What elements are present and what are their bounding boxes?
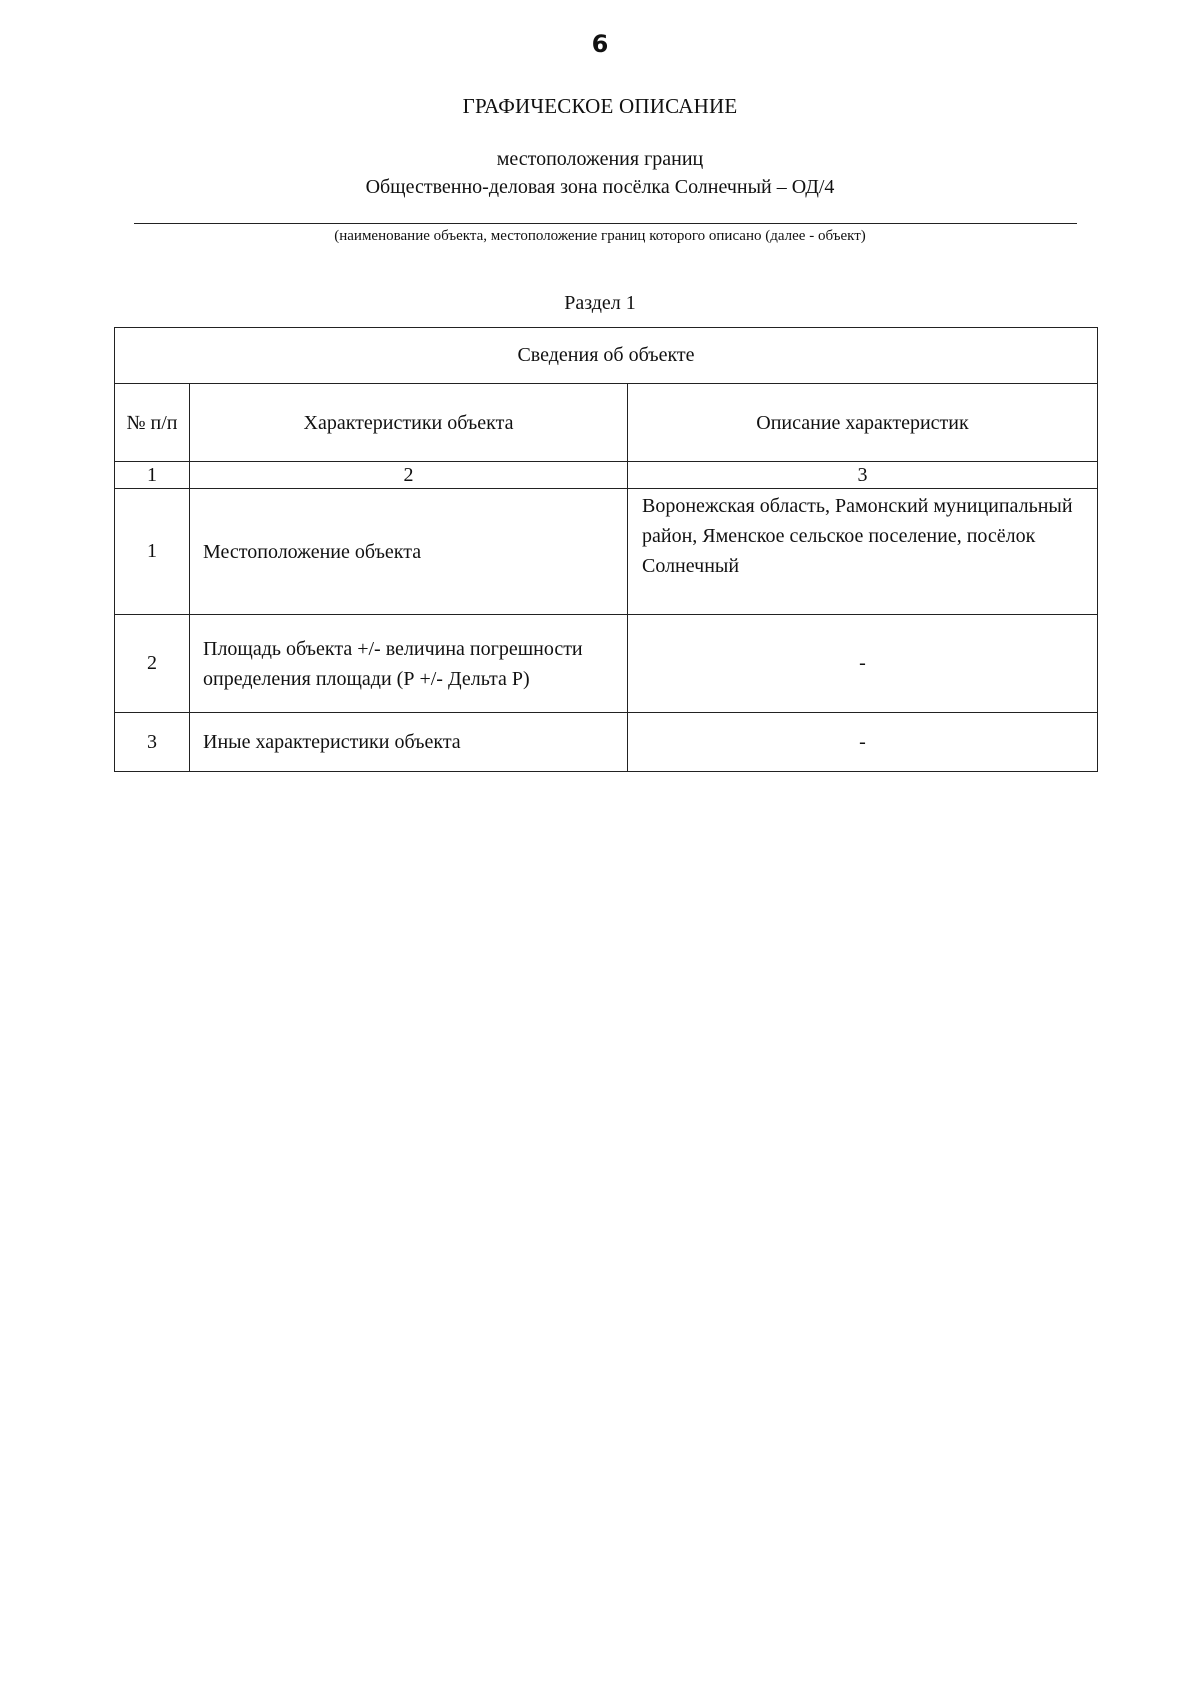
column-numbers-row <box>115 462 1098 489</box>
object-name-caption: (наименование объекта, местоположение границ которого описано (далее - объект) <box>334 228 866 244</box>
object-name-underline <box>134 223 1077 224</box>
row-num: 2 <box>115 615 190 713</box>
header-description: Описание характеристик <box>628 384 1098 462</box>
header-characteristic: Характеристики объекта <box>190 384 628 462</box>
header-num: № п/п <box>115 384 190 462</box>
document-subtitle: местоположения границ <box>496 148 704 170</box>
row-description: Воронежская область, Рамонский муниципальный район, Яменское сельское поселение, посёлок Солнечный <box>628 489 1098 615</box>
page-number: 6 <box>591 30 609 58</box>
table-row <box>115 615 1098 713</box>
row-description: - <box>628 713 1098 772</box>
column-number: 1 <box>115 462 190 489</box>
row-num: 1 <box>115 489 190 615</box>
section-title: Раздел 1 <box>564 292 636 314</box>
row-characteristic: Местоположение объекта <box>190 489 628 615</box>
object-info-table <box>114 327 1098 772</box>
table-caption-row <box>115 328 1098 384</box>
column-number: 3 <box>628 462 1098 489</box>
table-row <box>115 489 1098 615</box>
row-description: - <box>628 615 1098 713</box>
row-characteristic: Иные характеристики объекта <box>190 713 628 772</box>
column-number: 2 <box>190 462 628 489</box>
table-row <box>115 713 1098 772</box>
row-characteristic: Площадь объекта +/- величина погрешности определения площади (Р +/- Дельта Р) <box>190 615 628 713</box>
table-caption: Сведения об объекте <box>115 328 1098 384</box>
table-header-row <box>115 384 1098 462</box>
document-title: ГРАФИЧЕСКОЕ ОПИСАНИЕ <box>462 94 738 118</box>
row-num: 3 <box>115 713 190 772</box>
object-name: Общественно-деловая зона посёлка Солнечный – ОД/4 <box>365 176 835 198</box>
